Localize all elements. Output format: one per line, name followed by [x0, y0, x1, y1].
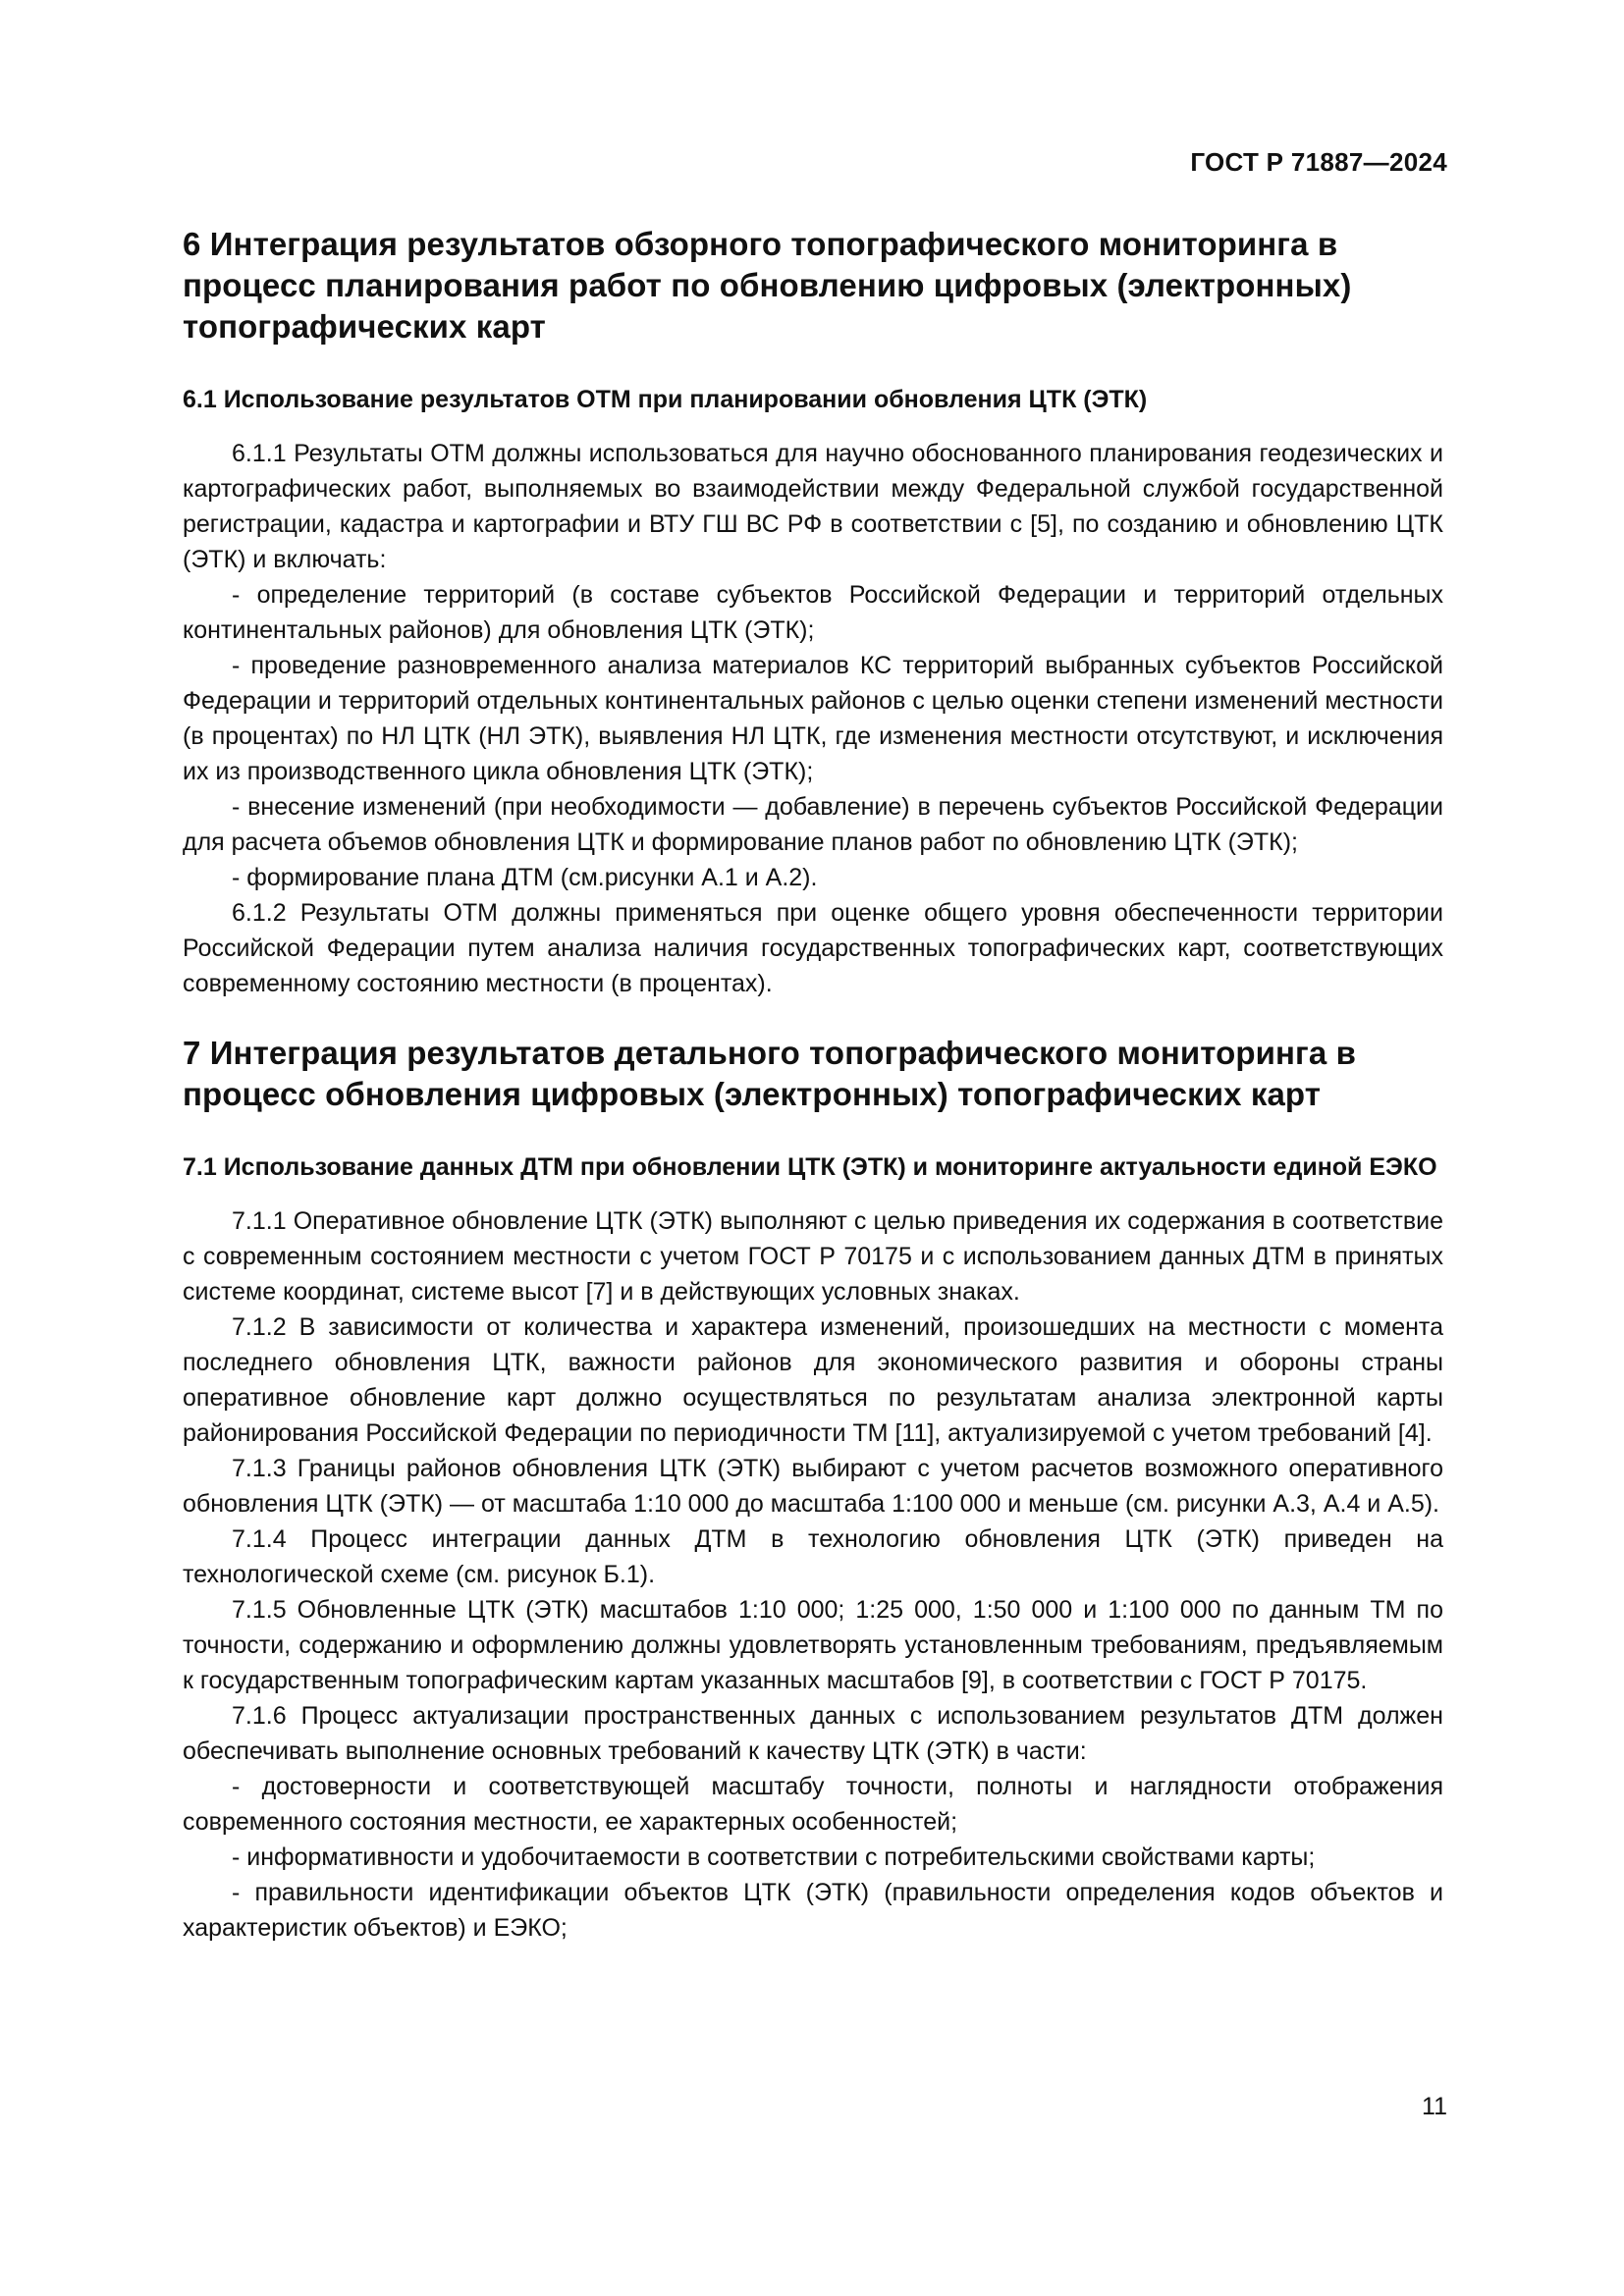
paragraph-7-1-2: 7.1.2 В зависимости от количества и характера изменений, произошедших на местности с момента последнего обновления ЦТК, важности районов для экономического развития и обороны страны оперативное обновление карт должно осуществляться по результатам анализа электронной карты районирования Российской Федерации по периодичности ТМ [11], актуализируемой с учетом требований [4]. [183, 1313, 1443, 1447]
paragraph-7-1-3: 7.1.3 Границы районов обновления ЦТК (ЭТК) выбирают с учетом расчетов возможного оперативного обновления ЦТК (ЭТК) — от масштаба 1:10 000 до масштаба 1:100 000 и меньше (см. рисунки А.3, А.4 и А.5). [183, 1455, 1443, 1518]
paragraph-6-1-2: 6.1.2 Результаты ОТМ должны применяться при оценке общего уровня обеспеченности территории Российской Федерации путем анализа наличия государственных топографических карт, соответствующих современному состоянию местности (в процентах). [183, 899, 1443, 997]
list-item: - информативности и удобочитаемости в соответствии с потребительскими свойствами карты; [232, 1843, 1316, 1871]
paragraph-7-1-5: 7.1.5 Обновленные ЦТК (ЭТК) масштабов 1:10 000; 1:25 000, 1:50 000 и 1:100 000 по данным ТМ по точности, содержанию и оформлению должны удовлетворять установленным требованиям, предъявляемым к государственным топографическим картам указанных масштабов [9], в соответствии с ГОСТ Р 70175. [183, 1596, 1443, 1694]
paragraph-7-1-4: 7.1.4 Процесс интеграции данных ДТМ в технологию обновления ЦТК (ЭТК) приведен на технологической схеме (см. рисунок Б.1). [183, 1525, 1443, 1588]
list-item: - достоверности и соответствующей масштабу точности, полноты и наглядности отображения современного состояния местности, ее характерных особенностей; [183, 1773, 1443, 1836]
list-item: - определение территорий (в составе субъектов Российской Федерации и территорий отдельных континентальных районов) для обновления ЦТК (ЭТК); [183, 581, 1443, 644]
subsection-6-1-title: 6.1 Использование результатов ОТМ при планировании обновления ЦТК (ЭТК) [183, 386, 1148, 413]
section-gap [183, 1001, 1443, 1033]
page-number: 11 [1422, 2093, 1447, 2120]
subsection-7-1-title: 7.1 Использование данных ДТМ при обновлении ЦТК (ЭТК) и мониторинге актуальности единой ЕЭКО [183, 1153, 1437, 1181]
page-content [183, 224, 1443, 1946]
section-6-title: 6 Интеграция результатов обзорного топографического мониторинга в процесс планирования работ по обновлению цифровых (электронных) топографических карт [183, 226, 1352, 345]
section-7-title: 7 Интеграция результатов детального топографического мониторинга в процесс обновления цифровых (электронных) топографических карт [183, 1035, 1356, 1112]
list-item: - формирование плана ДТМ (см.рисунки А.1 и А.2). [232, 864, 818, 891]
document-code: ГОСТ Р 71887—2024 [1190, 147, 1447, 177]
paragraph-7-1-6: 7.1.6 Процесс актуализации пространственных данных с использованием результатов ДТМ должен обеспечивать выполнение основных требований к качеству ЦТК (ЭТК) в части: [183, 1702, 1443, 1765]
paragraph-7-1-1: 7.1.1 Оперативное обновление ЦТК (ЭТК) выполняют с целью приведения их содержания в соответствие с современным состоянием местности с учетом ГОСТ Р 70175 и с использованием данных ДТМ в принятых системе координат, системе высот [7] и в действующих условных знаках. [183, 1207, 1443, 1306]
list-item: - правильности идентификации объектов ЦТК (ЭТК) (правильности определения кодов объектов и характеристик объектов) и ЕЭКО; [183, 1879, 1443, 1942]
paragraph-6-1-1: 6.1.1 Результаты ОТМ должны использоваться для научно обоснованного планирования геодезических и картографических работ, выполняемых во взаимодействии между Федеральной службой государственной регистрации, кадастра и картографии и ВТУ ГШ ВС РФ в соответствии с [5], по созданию и обновлению ЦТК (ЭТК) и включать: [183, 440, 1443, 573]
list-item: - проведение разновременного анализа материалов КС территорий выбранных субъектов Российской Федерации и территорий отдельных континентальных районов с целью оценки степени изменений местности (в процентах) по НЛ ЦТК (НЛ ЭТК), выявления НЛ ЦТК, где изменения местности отсутствуют, и исключения их из производственного цикла обновления ЦТК (ЭТК); [183, 652, 1443, 785]
list-item: - внесение изменений (при необходимости — добавление) в перечень субъектов Российской Федерации для расчета объемов обновления ЦТК и формирование планов работ по обновлению ЦТК (ЭТК); [183, 793, 1443, 856]
